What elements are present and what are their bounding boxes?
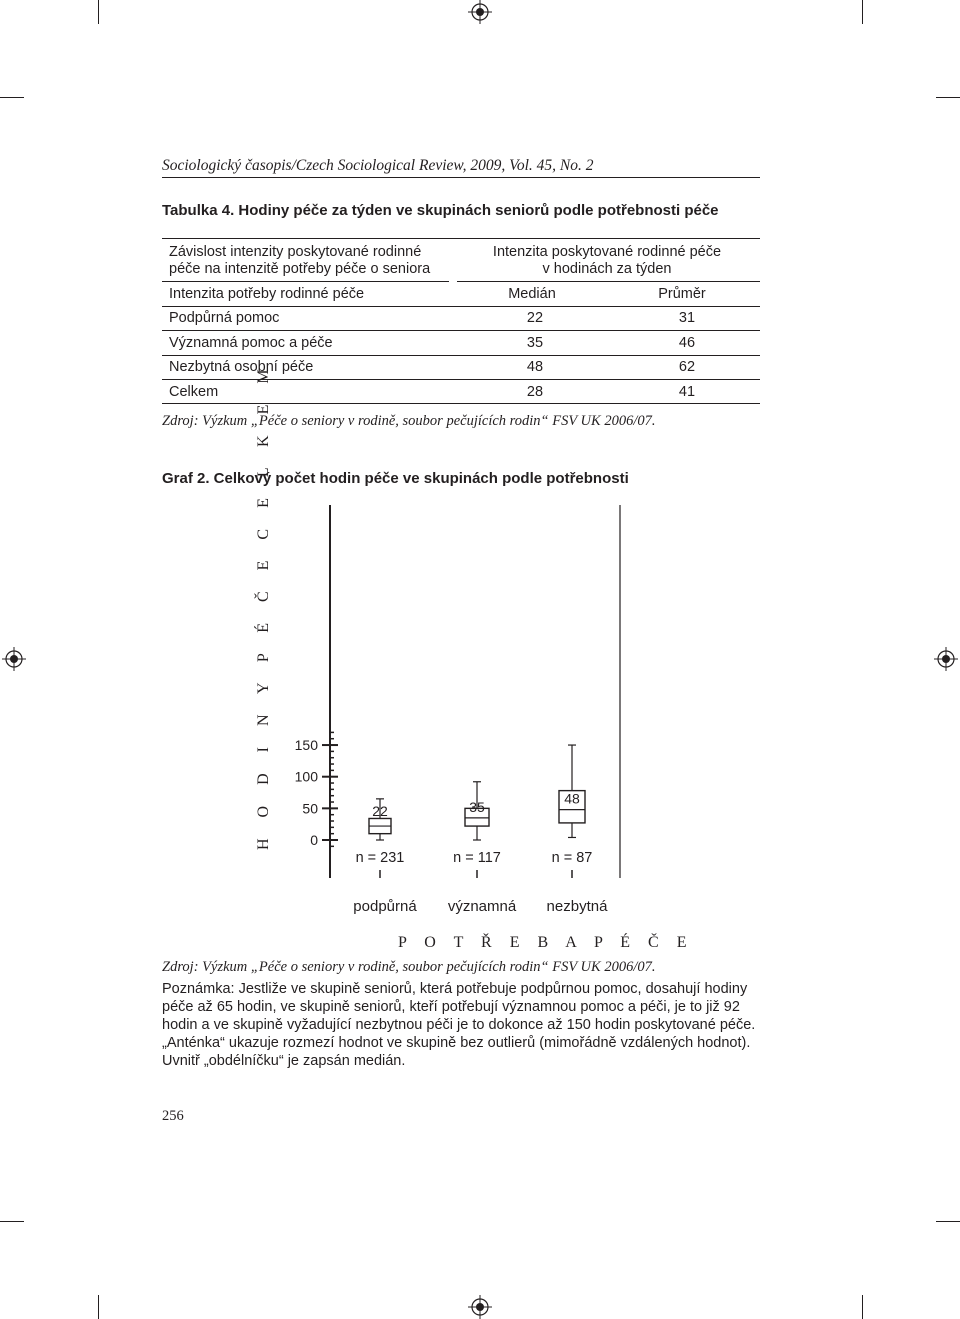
x-category-label: podpůrná	[353, 898, 417, 915]
table-row-rule	[162, 330, 760, 331]
chart-xlabel: P O T Ř E B A P É Č E	[398, 934, 694, 951]
table-row-mean: 62	[678, 359, 696, 375]
header-rule	[162, 177, 760, 178]
crop-mark	[936, 1221, 960, 1222]
registration-mark-icon	[468, 1295, 492, 1319]
table-head-rule-left	[162, 281, 449, 282]
figure-source: Zdroj: Výzkum „Péče o seniory v rodině, soubor pečujících rodin“ FSV UK 2006/07.	[162, 959, 656, 975]
page-number: 256	[162, 1108, 184, 1124]
crop-mark	[862, 0, 863, 24]
table-row-mean: 41	[678, 384, 696, 400]
table-head-left-line2: péče na intenzitě potřeby péče o seniora	[169, 261, 431, 277]
table-row-mean: 46	[678, 335, 696, 351]
y-tick-label: 150	[294, 737, 318, 754]
registration-mark-icon	[934, 647, 958, 671]
crop-mark	[0, 97, 24, 98]
crop-mark	[936, 97, 960, 98]
table-row-rule	[162, 379, 760, 380]
table-top-rule	[162, 238, 760, 239]
table-source: Zdroj: Výzkum „Péče o seniory v rodině, soubor pečujících rodin“ FSV UK 2006/07.	[162, 413, 656, 429]
n-label: n = 231	[355, 850, 405, 866]
x-category-label: nezbytná	[546, 898, 608, 915]
crop-mark	[98, 1295, 99, 1319]
median-label: 35	[469, 798, 485, 815]
table-head-rule-right	[457, 281, 760, 282]
chart-ylabel: H O D I N Y P É Č E C E L K E M	[255, 360, 272, 850]
table-row-median: 35	[526, 335, 544, 351]
crop-mark	[0, 1221, 24, 1222]
boxplot-chart	[280, 495, 640, 925]
n-label: n = 117	[453, 850, 501, 866]
x-category-label: významná	[447, 898, 517, 915]
table-subhead-mean: Průměr	[658, 286, 706, 302]
registration-mark-icon	[468, 0, 492, 24]
y-tick-label: 50	[302, 800, 318, 817]
table-row-mean: 31	[678, 310, 696, 326]
table-head-right-line2: v hodinách za týden	[542, 261, 672, 277]
table-row-median: 48	[526, 359, 544, 375]
table-subhead-median: Medián	[508, 286, 556, 302]
crop-mark	[862, 1295, 863, 1319]
chart-caption: Graf 2. Celkový počet hodin péče ve skupinách podle potřebnosti	[162, 470, 629, 487]
table-caption: Tabulka 4. Hodiny péče za týden ve skupinách seniorů podle potřebnosti péče	[162, 202, 719, 219]
registration-mark-icon	[2, 647, 26, 671]
table-row-rule	[162, 355, 760, 356]
journal-header: Sociologický časopis/Czech Sociological Review, 2009, Vol. 45, No. 2	[162, 157, 594, 174]
table-subhead-label: Intenzita potřeby rodinné péče	[169, 286, 365, 302]
table-row-median: 28	[526, 384, 544, 400]
figure-note: Poznámka: Jestliže ve skupině seniorů, která potřebuje podpůrnou pomoc, dosahují hodiny péče až 65 hodin, ve skupině seniorů, kteří potřebují významnou pomoc a péči, je to již 92 hodin a ve skupině vyžadující nezbytnou péči je to dokonce až 150 hodin poskytované péče. „Anténka“ ukazuje rozmezí hodnot ve skupině bez outlierů (mimořádně vzdálených hodnot). Uvnitř „obdélníčku“ je zapsán medián.	[162, 981, 756, 1069]
crop-mark	[98, 0, 99, 24]
table-row-label: Celkem	[169, 384, 219, 400]
table-row-label: Nezbytná osobní péče	[169, 359, 314, 375]
table-row-label: Významná pomoc a péče	[169, 335, 333, 351]
y-tick-label: 0	[310, 832, 318, 848]
table-head-left-line1: Závislost intenzity poskytované rodinné	[169, 244, 422, 260]
table-bottom-rule	[162, 403, 760, 404]
table-head-right-line1: Intenzita poskytované rodinné péče	[492, 244, 722, 260]
median-label: 22	[372, 803, 388, 820]
table-row-median: 22	[526, 310, 544, 326]
table-subhead-rule	[162, 306, 760, 307]
y-tick-label: 100	[294, 768, 318, 785]
table-row-label: Podpůrná pomoc	[169, 310, 280, 326]
median-label: 48	[564, 790, 580, 807]
n-label: n = 87	[551, 850, 593, 866]
